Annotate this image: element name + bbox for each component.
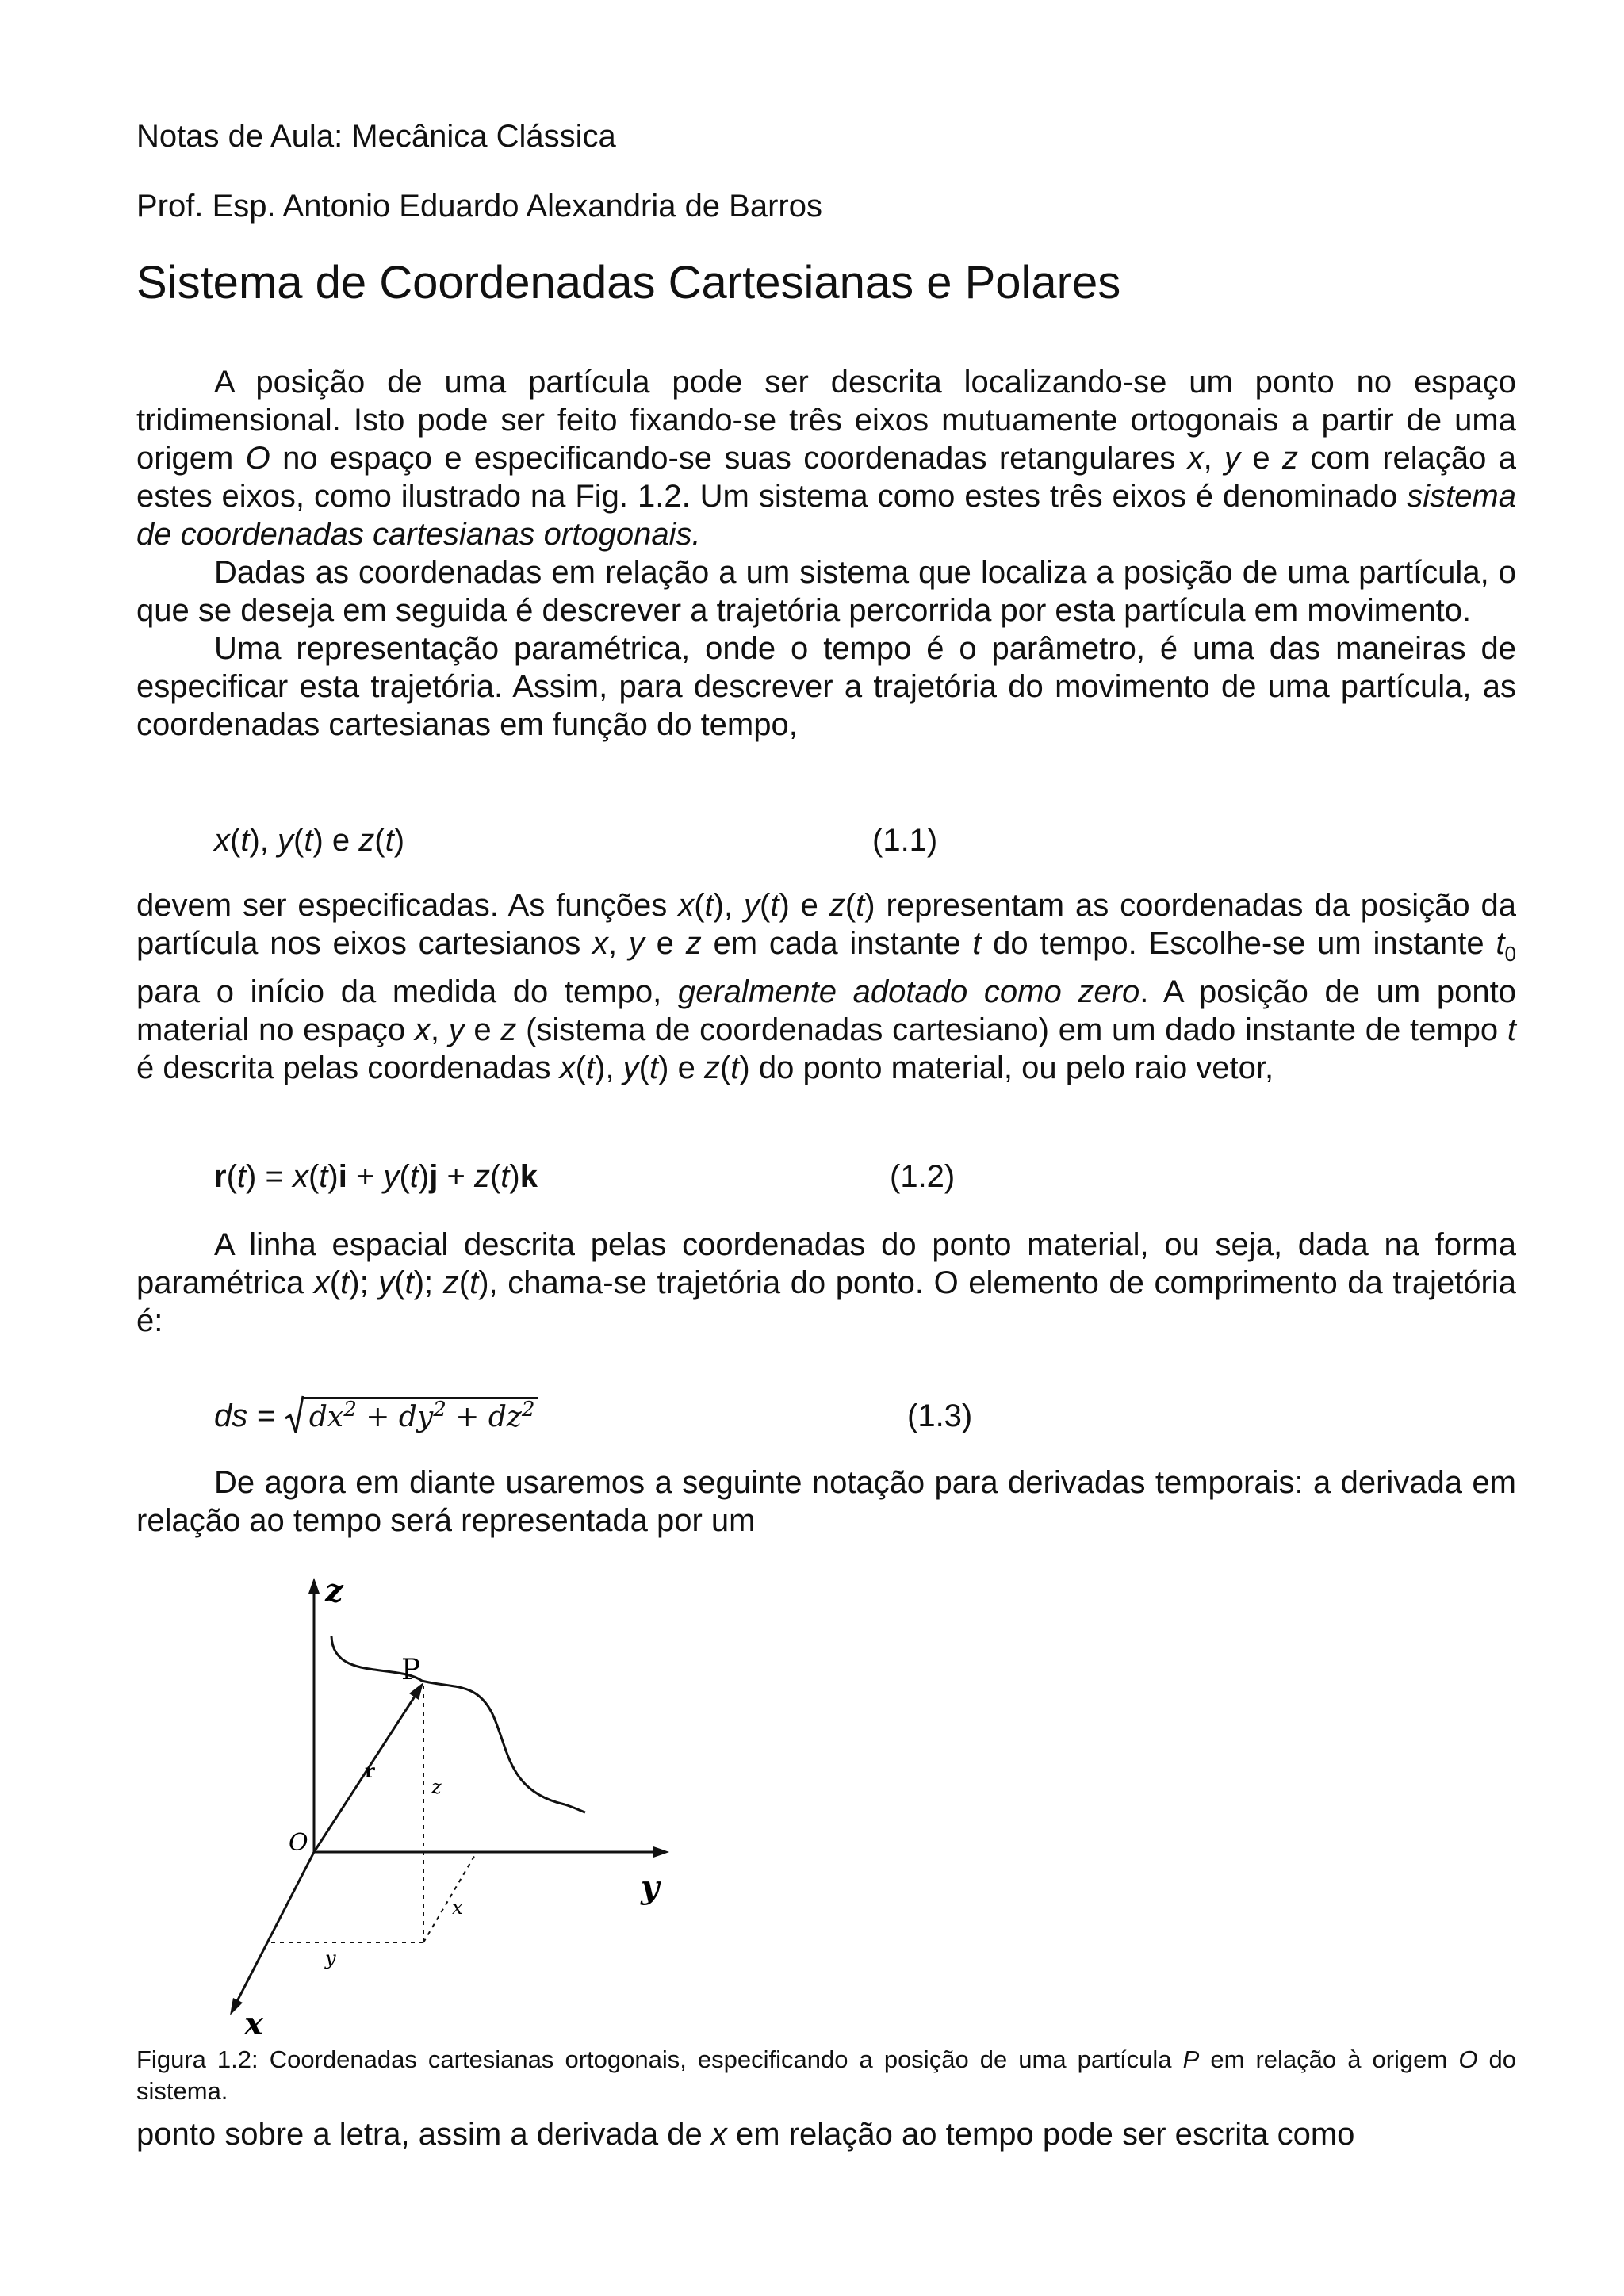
paragraph-5: A linha espacial descrita pelas coordenadas do ponto material, ou seja, dada na forma paramétrica x(t); y(t); z(t), chama-se trajetória do ponto. O elemento de comprimento da trajetória é: (136, 1227, 1517, 1338)
square-root: $dx^2 + dy^2 + dz^2$ (284, 1391, 538, 1437)
y-axis-arrow-icon (653, 1846, 669, 1858)
figure-cartesian-coordinates (214, 1570, 753, 2038)
course-header: Notas de Aula: Mecânica Clássica (136, 119, 616, 154)
paragraph-7: ponto sobre a letra, assim a derivada de x em relação ao tempo pode ser escrita como (136, 2117, 1355, 2152)
paragraph-1: A posição de uma partícula pode ser descrita localizando-se um ponto no espaço tridimensional. Isto pode ser feito fixando-se três eixos mutuamente ortogonais a partir de uma origem O no espaço e especificando-se suas coordenadas retangulares x, y e z com relação a estes eixos, como ilustrado na Fig. 1.2. Um sistema como estes três eixos é denominado sistema de coordenadas cartesianas ortogonais. (136, 365, 1517, 552)
equation-number-1-1: (1.1) (872, 823, 938, 858)
y-axis-label: y (641, 1869, 660, 1906)
paragraph-4: devem ser especificadas. As funções x(t), y(t) e z(t) representam as coordenadas da posição da partícula nos eixos cartesianos x, y e z em cada instante t do tempo. Escolhe-se um instante $t_0$ para o início da medida do tempo, geralmente adotado como zero. A posição de um ponto material no espaço x, y e z (sistema de coordenadas cartesiano) em um dado instante de tempo t é descrita pelas coordenadas x(t), y(t) e z(t) do ponto material, ou pelo raio vetor, (136, 888, 1517, 1085)
vector-r-label: r (365, 1759, 375, 1782)
body-block-3 (136, 1226, 1516, 1340)
x-axis-arrow-icon (230, 1998, 243, 2015)
paragraph-6: De agora em diante usaremos a seguinte notação para derivadas temporais: a derivada em relação ao tempo será representada por um (136, 1465, 1516, 1538)
page-title: Sistema de Coordenadas Cartesianas e Polares (136, 257, 1121, 308)
z-coordinate-label: z (431, 1776, 442, 1798)
body-block-2 (136, 886, 1516, 1087)
radical-sign-icon (284, 1395, 304, 1436)
trajectory-curve (331, 1636, 585, 1812)
figure-caption: Figura 1.2: Coordenadas cartesianas ortogonais, especificando a posição de uma partícula P em relação à origem O do sistema. (136, 2045, 1516, 2105)
body-block-1 (136, 363, 1516, 744)
equation-1-3: ds = $dx^2 + dy^2 + dz^2$ (214, 1391, 538, 1437)
z-axis-label: z (325, 1572, 343, 1609)
x-axis-label: x (244, 2005, 263, 2038)
body-block-4 (136, 1464, 1516, 1540)
z-axis-arrow-icon (308, 1578, 320, 1594)
body-block-5 (136, 2115, 1516, 2153)
point-p-label: P (401, 1654, 421, 1686)
paragraph-2: Dadas as coordenadas em relação a um sistema que localiza a posição de uma partícula, o que se deseja em seguida é descrever a trajetória percorrida por esta partícula em movimento. (136, 555, 1516, 628)
paragraph-3: Uma representação paramétrica, onde o tempo é o parâmetro, é uma das maneiras de especificar esta trajetória. Assim, para descrever a trajetória do movimento de uma partícula, as coordenadas cartesianas em função do tempo, (136, 631, 1516, 742)
origin-label: O (289, 1829, 308, 1857)
x-axis (235, 1852, 314, 2006)
author-header: Prof. Esp. Antonio Eduardo Alexandria de Barros (136, 189, 822, 224)
equation-number-1-3: (1.3) (907, 1399, 973, 1433)
equation-1-2: r(t) = x(t)i + y(t)j + z(t)k (214, 1159, 538, 1194)
x-projection-line (423, 1854, 476, 1942)
x-coordinate-label: x (452, 1896, 463, 1919)
y-coordinate-label: y (325, 1947, 336, 1969)
equation-number-1-2: (1.2) (890, 1159, 956, 1194)
equation-1-1: x(t), y(t) e z(t) (214, 823, 405, 858)
